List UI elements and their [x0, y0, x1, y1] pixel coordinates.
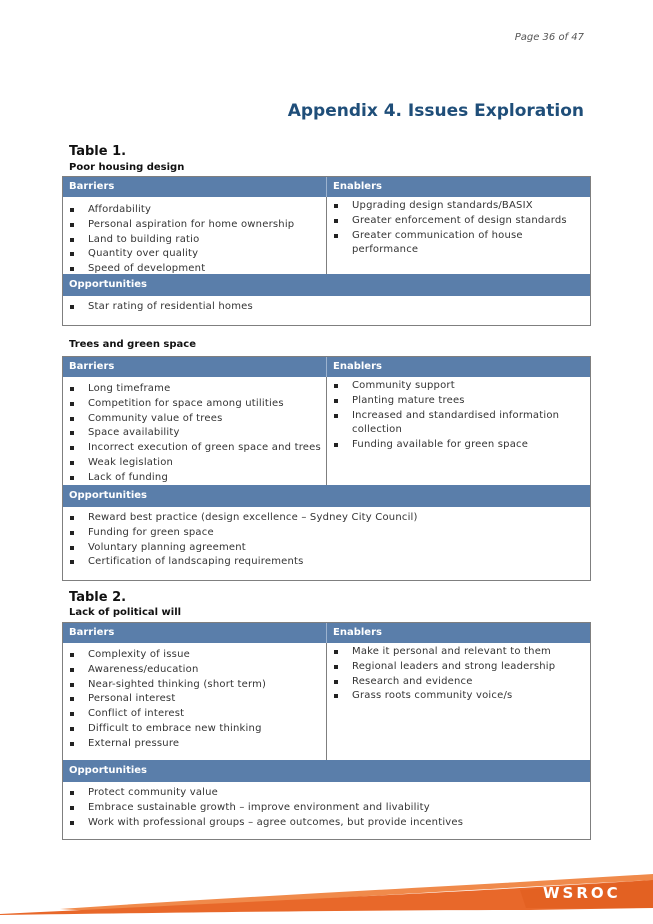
barriers-header: Barriers — [63, 623, 327, 643]
list-item: Embrace sustainable growth – improve environment and livability — [63, 801, 590, 816]
page-title: Appendix 4. Issues Exploration — [287, 101, 584, 121]
list-item: External pressure — [63, 737, 326, 752]
enablers-list — [327, 199, 590, 258]
list-item: Work with professional groups – agree outcomes, but provide incentives — [63, 816, 590, 831]
list-item: Greater communication of house performance — [327, 229, 590, 259]
table1b-grid — [62, 356, 591, 581]
table1b-body-row — [63, 377, 590, 485]
list-item: Greater enforcement of design standards — [327, 214, 590, 229]
list-item: Reward best practice (design excellence – Sydney City Council) — [63, 511, 590, 526]
list-item: Conflict of interest — [63, 707, 326, 722]
opportunities-list — [63, 300, 590, 315]
table2-body-row — [63, 643, 590, 760]
list-item: Voluntary planning agreement — [63, 541, 590, 556]
list-item: Funding for green space — [63, 526, 590, 541]
table1-header-row — [63, 177, 590, 197]
barriers-list — [63, 648, 326, 752]
wsroc-logo: WSROC — [543, 884, 621, 902]
list-item: Research and evidence — [327, 675, 590, 690]
list-item: Star rating of residential homes — [63, 300, 590, 315]
table2-opportunities-cell — [63, 782, 590, 839]
list-item: Certification of landscaping requirements — [63, 555, 590, 570]
opportunities-header: Opportunities — [63, 274, 590, 296]
opportunities-list — [63, 511, 590, 570]
list-item: Planting mature trees — [327, 394, 590, 409]
barriers-header: Barriers — [63, 177, 327, 197]
list-item: Weak legislation — [63, 456, 326, 471]
table2-barriers-cell — [63, 643, 327, 760]
table1-subtitle: Poor housing design — [69, 162, 185, 173]
list-item: Make it personal and relevant to them — [327, 645, 590, 660]
table1-body-row — [63, 197, 590, 274]
table1b-enablers-cell — [327, 377, 590, 485]
list-item: Near-sighted thinking (short term) — [63, 678, 326, 693]
opportunities-list — [63, 786, 590, 830]
table1b-barriers-cell — [63, 377, 327, 485]
list-item: Community value of trees — [63, 412, 326, 427]
list-item: Competition for space among utilities — [63, 397, 326, 412]
enablers-header: Enablers — [333, 627, 382, 638]
table1-enablers-cell — [327, 197, 590, 274]
table2-grid — [62, 622, 591, 840]
table1-barriers-cell — [63, 197, 327, 274]
list-item: Protect community value — [63, 786, 590, 801]
table1b-subtitle: Trees and green space — [69, 339, 196, 350]
enablers-list — [327, 379, 590, 453]
table2-header-row — [63, 623, 590, 643]
list-item: Increased and standardised information collection — [327, 409, 590, 439]
list-item: Space availability — [63, 426, 326, 441]
list-item: Regional leaders and strong leadership — [327, 660, 590, 675]
table2-heading: Table 2. — [69, 590, 127, 605]
opportunities-header: Opportunities — [63, 760, 590, 782]
list-item: Funding available for green space — [327, 438, 590, 453]
barriers-list — [63, 382, 326, 486]
enablers-list — [327, 645, 590, 704]
table1b-header-row — [63, 357, 590, 377]
list-item: Upgrading design standards/BASIX — [327, 199, 590, 214]
table2-subtitle: Lack of political will — [69, 607, 182, 618]
list-item: Long timeframe — [63, 382, 326, 397]
list-item: Personal interest — [63, 692, 326, 707]
table1-opportunities-cell — [63, 296, 590, 325]
list-item: Land to building ratio — [63, 233, 326, 248]
list-item: Affordability — [63, 203, 326, 218]
list-item: Grass roots community voice/s — [327, 689, 590, 704]
list-item: Quantity over quality — [63, 247, 326, 262]
list-item: Complexity of issue — [63, 648, 326, 663]
enablers-header: Enablers — [333, 361, 382, 372]
list-item: Incorrect execution of green space and trees — [63, 441, 326, 456]
list-item: Personal aspiration for home ownership — [63, 218, 326, 233]
table2-enablers-cell — [327, 643, 590, 760]
barriers-header: Barriers — [63, 357, 327, 377]
opportunities-header: Opportunities — [63, 485, 590, 507]
enablers-header: Enablers — [333, 181, 382, 192]
barriers-list — [63, 203, 326, 277]
list-item: Difficult to embrace new thinking — [63, 722, 326, 737]
list-item: Community support — [327, 379, 590, 394]
list-item: Awareness/education — [63, 663, 326, 678]
page-number: Page 36 of 47 — [514, 32, 584, 43]
table1-heading: Table 1. — [69, 144, 127, 159]
list-item: Speed of development — [63, 262, 326, 277]
table1-grid — [62, 176, 591, 326]
list-item: Lack of funding — [63, 471, 326, 486]
table1b-opportunities-cell — [63, 507, 590, 580]
